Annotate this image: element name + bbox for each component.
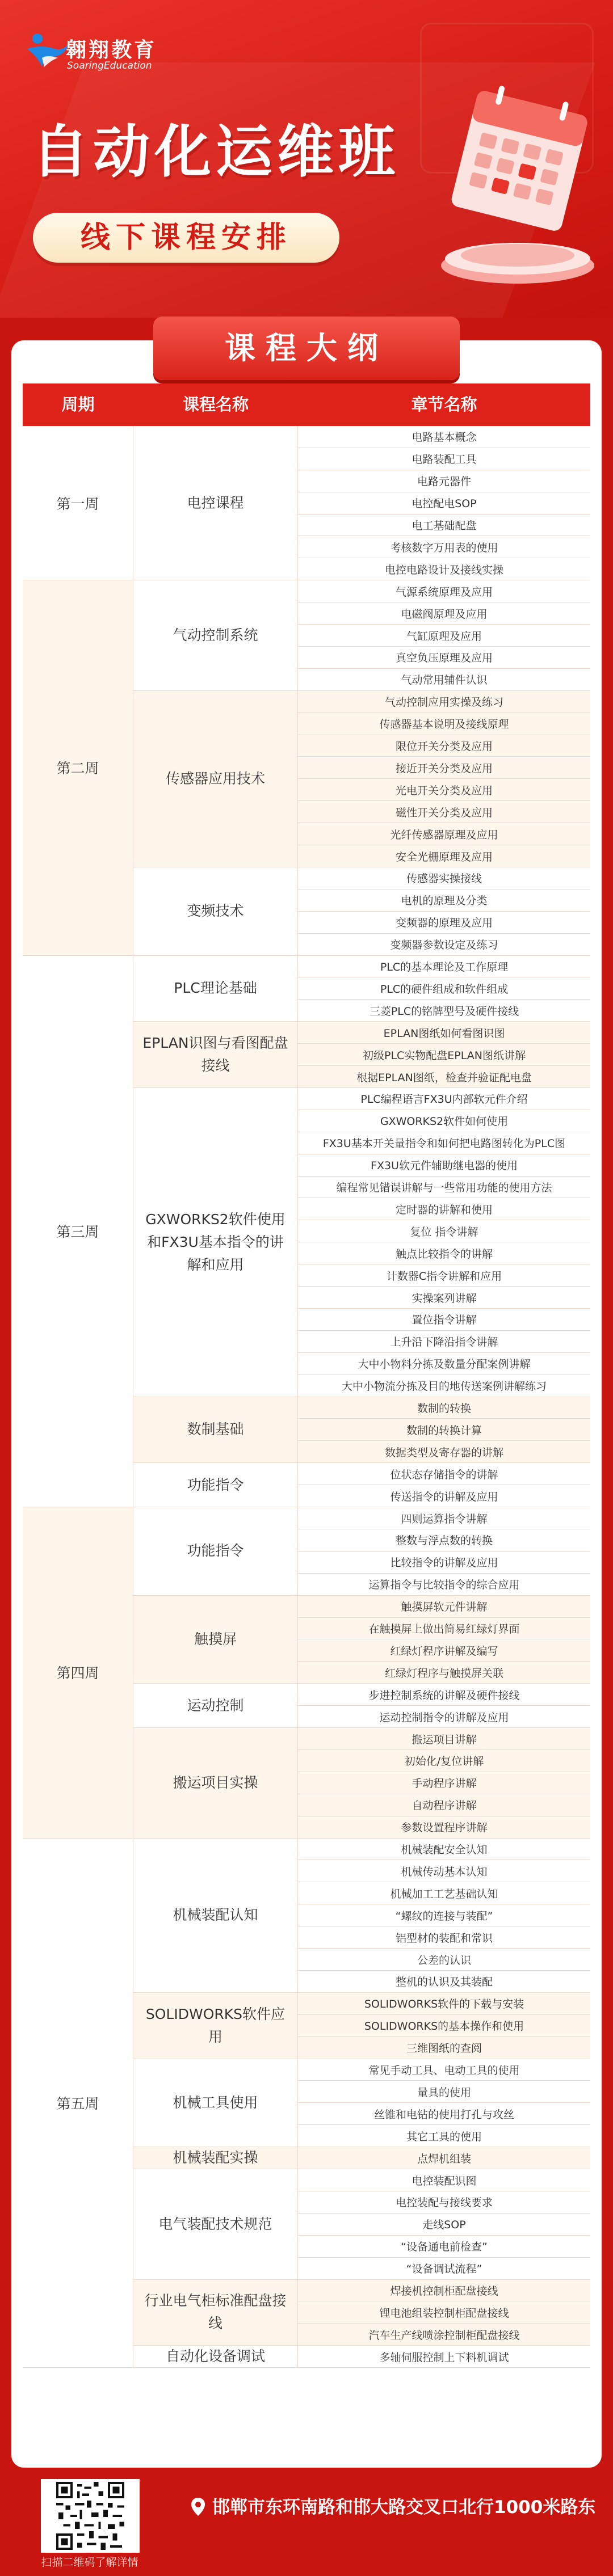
week-cell: 第三周: [23, 956, 133, 1508]
chapter-cell: 大中小物料分拣及数量分配案例讲解: [298, 1353, 590, 1375]
chapter-cell: 置位指令讲解: [298, 1309, 590, 1331]
chapter-cell: 机械装配安全认知: [298, 1839, 590, 1861]
logo-chinese-name: 翱翔教育: [66, 38, 157, 62]
chapter-cell: 步进控制系统的讲解及硬件接线: [298, 1684, 590, 1706]
course-cell: PLC理论基础: [133, 956, 298, 1022]
chapter-cell: 三菱PLC的铭牌型号及硬件接线: [298, 1000, 590, 1022]
course-cell: 自动化设备调试: [133, 2346, 298, 2368]
course-cell: 电气装配技术规范: [133, 2169, 298, 2280]
course-cell: 功能指令: [133, 1463, 298, 1507]
chapter-cell: 气动常用辅件认识: [298, 669, 590, 691]
course-cell: 机械装配实操: [133, 2147, 298, 2169]
chapter-cell: 走线SOP: [298, 2214, 590, 2236]
chapter-cell: 多轴伺服控制上下料机调试: [298, 2346, 590, 2368]
course-cell: 机械工具使用: [133, 2059, 298, 2148]
course-cell: 功能指令: [133, 1507, 298, 1596]
qr-code-icon: [44, 2482, 137, 2550]
chapter-cell: 机械加工工艺基础认知: [298, 1882, 590, 1904]
column-header-week: 周期: [61, 395, 95, 414]
header-banner: [0, 0, 613, 318]
chapter-cell: 光纤传感器原理及应用: [298, 823, 590, 845]
chapter-cell: 传感器实操接线: [298, 867, 590, 889]
chapter-cell: 搬运项目讲解: [298, 1728, 590, 1750]
chapter-cell: FX3U软元件辅助继电器的使用: [298, 1154, 590, 1177]
address-text: 邯郸市东环南路和邯大路交叉口北行1000米路东: [212, 2497, 596, 2518]
chapter-cell: 电控装配识图: [298, 2169, 590, 2191]
course-cell: 电控课程: [133, 426, 298, 580]
chapter-cell: 位状态存储指令的讲解: [298, 1463, 590, 1485]
chapter-cell: 红绿灯程序与触摸屏关联: [298, 1662, 590, 1684]
chapter-cell: 气动控制应用实操及练习: [298, 691, 590, 713]
course-cell: 气动控制系统: [133, 580, 298, 691]
chapter-cell: EPLAN图纸如何看图识图: [298, 1022, 590, 1044]
chapter-cell: 公差的认识: [298, 1949, 590, 1971]
chapter-cell: 气缸原理及应用: [298, 625, 590, 647]
chapter-cell: 上升沿下降沿指令讲解: [298, 1331, 590, 1353]
chapter-cell: 常见手动工具、电动工具的使用: [298, 2059, 590, 2081]
chapter-cell: GXWORKS2软件如何使用: [298, 1110, 590, 1132]
page-subtitle: 线下课程安排: [80, 221, 292, 255]
chapter-cell: PLC编程语言FX3U内部软元件介绍: [298, 1088, 590, 1110]
chapter-cell: SOLIDWORKS的基本操作和使用: [298, 2015, 590, 2037]
course-cell: 数制基础: [133, 1397, 298, 1464]
table-header: [23, 383, 590, 426]
chapter-cell: “螺纹的连接与装配”: [298, 1904, 590, 1926]
chapter-cell: 电路元器件: [298, 470, 590, 492]
chapter-cell: 限位开关分类及应用: [298, 735, 590, 757]
page-title: 自动化运维班: [32, 119, 400, 185]
chapter-cell: 初级PLC实物配盘EPLAN图纸讲解: [298, 1044, 590, 1066]
chapter-cell: 触点比较指令的讲解: [298, 1242, 590, 1264]
qr-code[interactable]: [41, 2479, 140, 2553]
chapter-cell: 自动程序讲解: [298, 1794, 590, 1816]
week-cell: 第二周: [23, 580, 133, 955]
chapter-cell: 数据类型及寄存器的讲解: [298, 1441, 590, 1463]
chapter-cell: 定时器的讲解和使用: [298, 1199, 590, 1221]
outline-title-banner: [153, 317, 460, 380]
chapter-cell: 其它工具的使用: [298, 2125, 590, 2147]
chapter-cell: 复位 指令讲解: [298, 1220, 590, 1242]
chapter-cell: 电工基础配盘: [298, 515, 590, 537]
chapter-cell: 机械传动基本认知: [298, 1861, 590, 1883]
chapter-cell: “设备通电前检查”: [298, 2236, 590, 2258]
column-header-course: 课程名称: [182, 395, 249, 414]
schedule-table: [23, 383, 590, 2389]
chapter-cell: 数制的转换: [298, 1397, 590, 1419]
chapter-cell: 锂电池组装控制柜配盘接线: [298, 2302, 590, 2324]
chapter-cell: 数制的转换计算: [298, 1419, 590, 1441]
chapter-cell: 触摸屏软元件讲解: [298, 1596, 590, 1618]
chapter-cell: 整数与浮点数的转换: [298, 1529, 590, 1551]
chapter-cell: 比较指令的讲解及应用: [298, 1551, 590, 1574]
chapter-cell: SOLIDWORKS软件的下载与安装: [298, 1993, 590, 2015]
course-cell: 机械装配认知: [133, 1839, 298, 1993]
logo-bird-icon: [25, 32, 70, 71]
chapter-cell: 汽车生产线喷涂控制柜配盘接线: [298, 2324, 590, 2346]
chapter-cell: 计数器C指令讲解和应用: [298, 1264, 590, 1287]
course-cell: EPLAN识图与看图配盘接线: [133, 1022, 298, 1088]
chapter-cell: 接近开关分类及应用: [298, 757, 590, 779]
chapter-cell: 电磁阀原理及应用: [298, 602, 590, 625]
logo-english-name: SoaringEducation: [67, 60, 152, 71]
chapter-cell: PLC的基本理论及工作原理: [298, 956, 590, 978]
chapter-cell: 传感器基本说明及接线原理: [298, 713, 590, 735]
chapter-cell: 红绿灯程序讲解及编写: [298, 1640, 590, 1662]
chapter-cell: 电控配电SOP: [298, 492, 590, 515]
week-cell: 第一周: [23, 426, 133, 580]
course-cell: 传感器应用技术: [133, 691, 298, 867]
course-cell: 变频技术: [133, 867, 298, 956]
chapter-cell: 参数设置程序讲解: [298, 1816, 590, 1839]
chapter-cell: 手动程序讲解: [298, 1772, 590, 1794]
week-cell: 第四周: [23, 1507, 133, 1839]
course-cell: 搬运项目实操: [133, 1728, 298, 1839]
chapter-cell: 铝型材的装配和常识: [298, 1926, 590, 1949]
chapter-cell: 运算指令与比较指令的综合应用: [298, 1574, 590, 1596]
chapter-cell: 传送指令的讲解及应用: [298, 1485, 590, 1507]
chapter-cell: 根据EPLAN图纸，检查并验证配电盘: [298, 1066, 590, 1088]
chapter-cell: “设备调试流程”: [298, 2258, 590, 2280]
chapter-cell: 电控电路设计及接线实操: [298, 558, 590, 580]
chapter-cell: PLC的硬件组成和软件组成: [298, 978, 590, 1000]
chapter-cell: FX3U基本开关量指令和如何把电路图转化为PLC图: [298, 1132, 590, 1154]
course-cell: 运动控制: [133, 1684, 298, 1728]
location-pin-icon: [191, 2497, 205, 2516]
chapter-cell: 初始化/复位讲解: [298, 1750, 590, 1772]
brand-logo: [25, 29, 173, 75]
calendar-illustration-icon: [427, 78, 597, 294]
chapter-cell: 光电开关分类及应用: [298, 779, 590, 801]
chapter-cell: 真空负压原理及应用: [298, 647, 590, 669]
chapter-cell: 磁性开关分类及应用: [298, 801, 590, 823]
outline-title: 课程大纲: [225, 330, 388, 366]
course-cell: GXWORKS2软件使用和FX3U基本指令的讲解和应用: [133, 1088, 298, 1397]
subtitle-pill: [33, 213, 339, 263]
chapter-cell: 焊接机控制柜配盘接线: [298, 2280, 590, 2302]
chapter-cell: 运动控制指令的讲解及应用: [298, 1706, 590, 1728]
footer: [0, 2468, 613, 2576]
week-cell: 第五周: [23, 1839, 133, 2368]
chapter-cell: 电机的原理及分类: [298, 889, 590, 912]
chapter-cell: 整机的认识及其装配: [298, 1971, 590, 1993]
chapter-cell: 实操案列讲解: [298, 1287, 590, 1309]
chapter-cell: 四则运算指令讲解: [298, 1507, 590, 1529]
chapter-cell: 编程常见错误讲解与一些常用功能的使用方法: [298, 1177, 590, 1199]
course-cell: 行业电气柜标准配盘接线: [133, 2280, 298, 2346]
chapter-cell: 电路装配工具: [298, 448, 590, 470]
chapter-cell: 气源系统原理及应用: [298, 580, 590, 602]
chapter-cell: 变频器参数设定及练习: [298, 934, 590, 956]
address: [191, 2496, 605, 2519]
chapter-cell: 考核数字万用表的使用: [298, 537, 590, 559]
course-cell: 触摸屏: [133, 1596, 298, 1684]
chapter-cell: 安全光栅原理及应用: [298, 845, 590, 867]
column-header-chapter: 章节名称: [411, 395, 477, 414]
chapter-cell: 在触摸屏上做出简易红绿灯界面: [298, 1618, 590, 1640]
course-cell: SOLIDWORKS软件应用: [133, 1993, 298, 2059]
chapter-cell: 丝锥和电钻的使用打孔与攻丝: [298, 2103, 590, 2125]
chapter-cell: 三维图纸的查阅: [298, 2037, 590, 2059]
chapter-cell: 点焊机组装: [298, 2147, 590, 2169]
chapter-cell: 量具的使用: [298, 2081, 590, 2103]
qr-caption: 扫描二维码了解详情: [41, 2556, 138, 2569]
chapter-cell: 电控装配与接线要求: [298, 2191, 590, 2214]
chapter-cell: 变频器的原理及应用: [298, 912, 590, 934]
chapter-cell: 电路基本概念: [298, 426, 590, 448]
chapter-cell: 大中小物流分拣及目的地传送案例讲解练习: [298, 1375, 590, 1397]
